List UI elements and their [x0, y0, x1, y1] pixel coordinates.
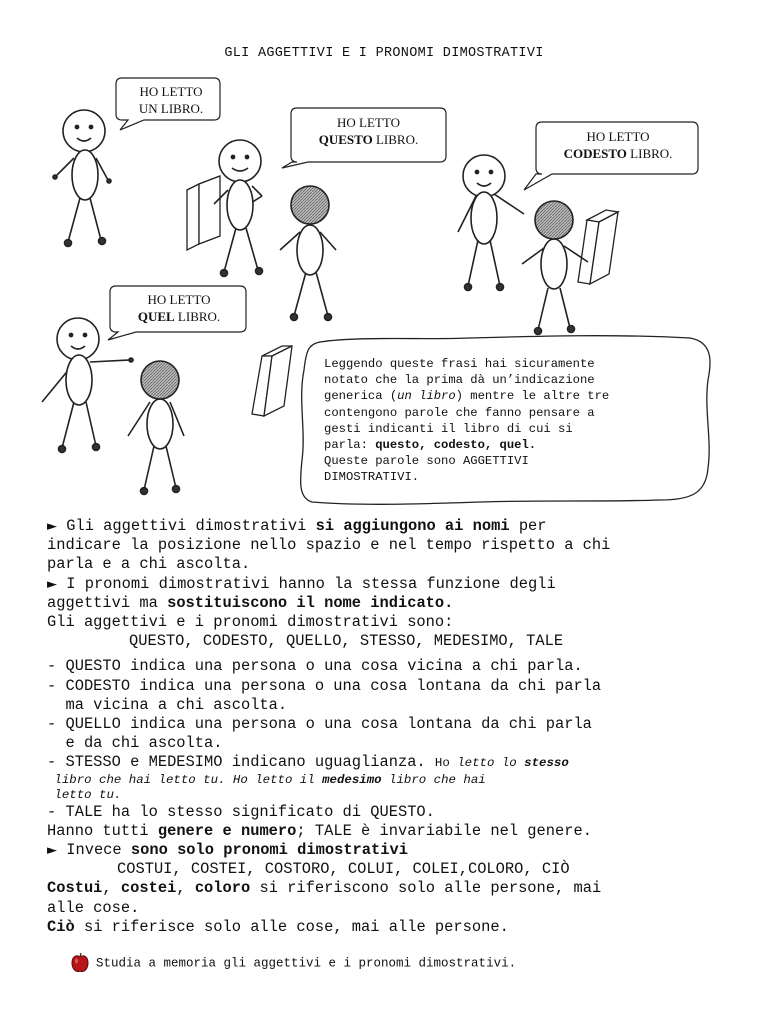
stick-figure-icon: [280, 186, 336, 321]
page-title: GLI AGGETTIVI E I PRONOMI DIMOSTRATIVI: [224, 46, 544, 61]
speech-bubble-text-4: HO LETTO QUEL LIBRO.: [137, 292, 221, 324]
speech-bubble-text-1: HO LETTO UN LIBRO.: [138, 84, 204, 116]
stick-figure-icon: [458, 155, 524, 291]
triangle-bullet-icon: ►: [47, 519, 57, 534]
stick-figure-icon: [42, 318, 133, 453]
speech-bubble-text-3: HO LETTO CODESTO LIBRO.: [563, 129, 673, 161]
book-icon: [578, 210, 618, 284]
study-note: Studia a memoria gli aggettivi e i pronomi dimostrativi.: [70, 952, 516, 974]
stick-figure-icon: [214, 140, 263, 277]
pronoun-list: COSTUI, COSTEI, COSTORO, COLUI, COLEI,COLORO, CIÒ: [117, 860, 570, 879]
triangle-bullet-icon: ►: [47, 843, 57, 859]
intro-text: Leggendo queste frasi hai sicuramente notato che la prima dà un’indicazione generica (un libro) mentre le altre tre contengono parole che fanno pensare a gesti indicanti il libro di cui si parla: questo, codesto, quel. Queste parole sono AGGETTIVI DIMOSTRATIVI.: [324, 357, 610, 485]
book-icon: [252, 346, 292, 416]
stick-figure-icon: [522, 201, 588, 335]
apple-icon: [70, 952, 90, 974]
triangle-bullet-icon: ►: [47, 576, 57, 592]
body-text: ► Gli aggettivi dimostrativi si aggiungono ai nomi per indicare la posizione nello spazio e nel tempo rispetto a chi parla e a chi ascolta. ► I pronomi dimostrativi hanno la stessa funzione degli aggettivi ma sostituiscono il nome indicato. Gli aggettivi e i pronomi dimostrativi sono: QUESTO, CODESTO, QUELLO, STESSO, MEDESIMO, TALE - QUESTO indica una persona o una cosa vicina a chi parla. - CODESTO indica una persona o una cosa lontana da chi parla ma vicina a chi ascolta. - QUELLO indica una persona o una cosa lontana da chi parla e da chi ascolta. - STESSO e MEDESIMO indicano uguaglianza. Ho letto lo stesso libro che hai letto tu. Ho letto il medesimo libro che hai letto tu. - TALE ha lo stesso significato di QUESTO. Hanno tutti genere e numero; TALE è invariabile nel genere. ► Invece sono solo pronomi dimostrativi COSTUI, COSTEI, COSTORO, COLUI, COLEI,COLORO, CIÒ Costui, costei, coloro si riferiscono solo alle persone, mai alle cose. Ciò si riferisce solo alle cose, mai alle persone.: [47, 517, 747, 937]
stick-figure-icon: [53, 110, 111, 247]
speech-bubble-text-2: HO LETTO QUESTO LIBRO.: [318, 115, 419, 147]
stick-figure-icon: [128, 361, 184, 495]
adjective-list: QUESTO, CODESTO, QUELLO, STESSO, MEDESIMO, TALE: [129, 632, 564, 651]
book-icon: [187, 176, 220, 250]
